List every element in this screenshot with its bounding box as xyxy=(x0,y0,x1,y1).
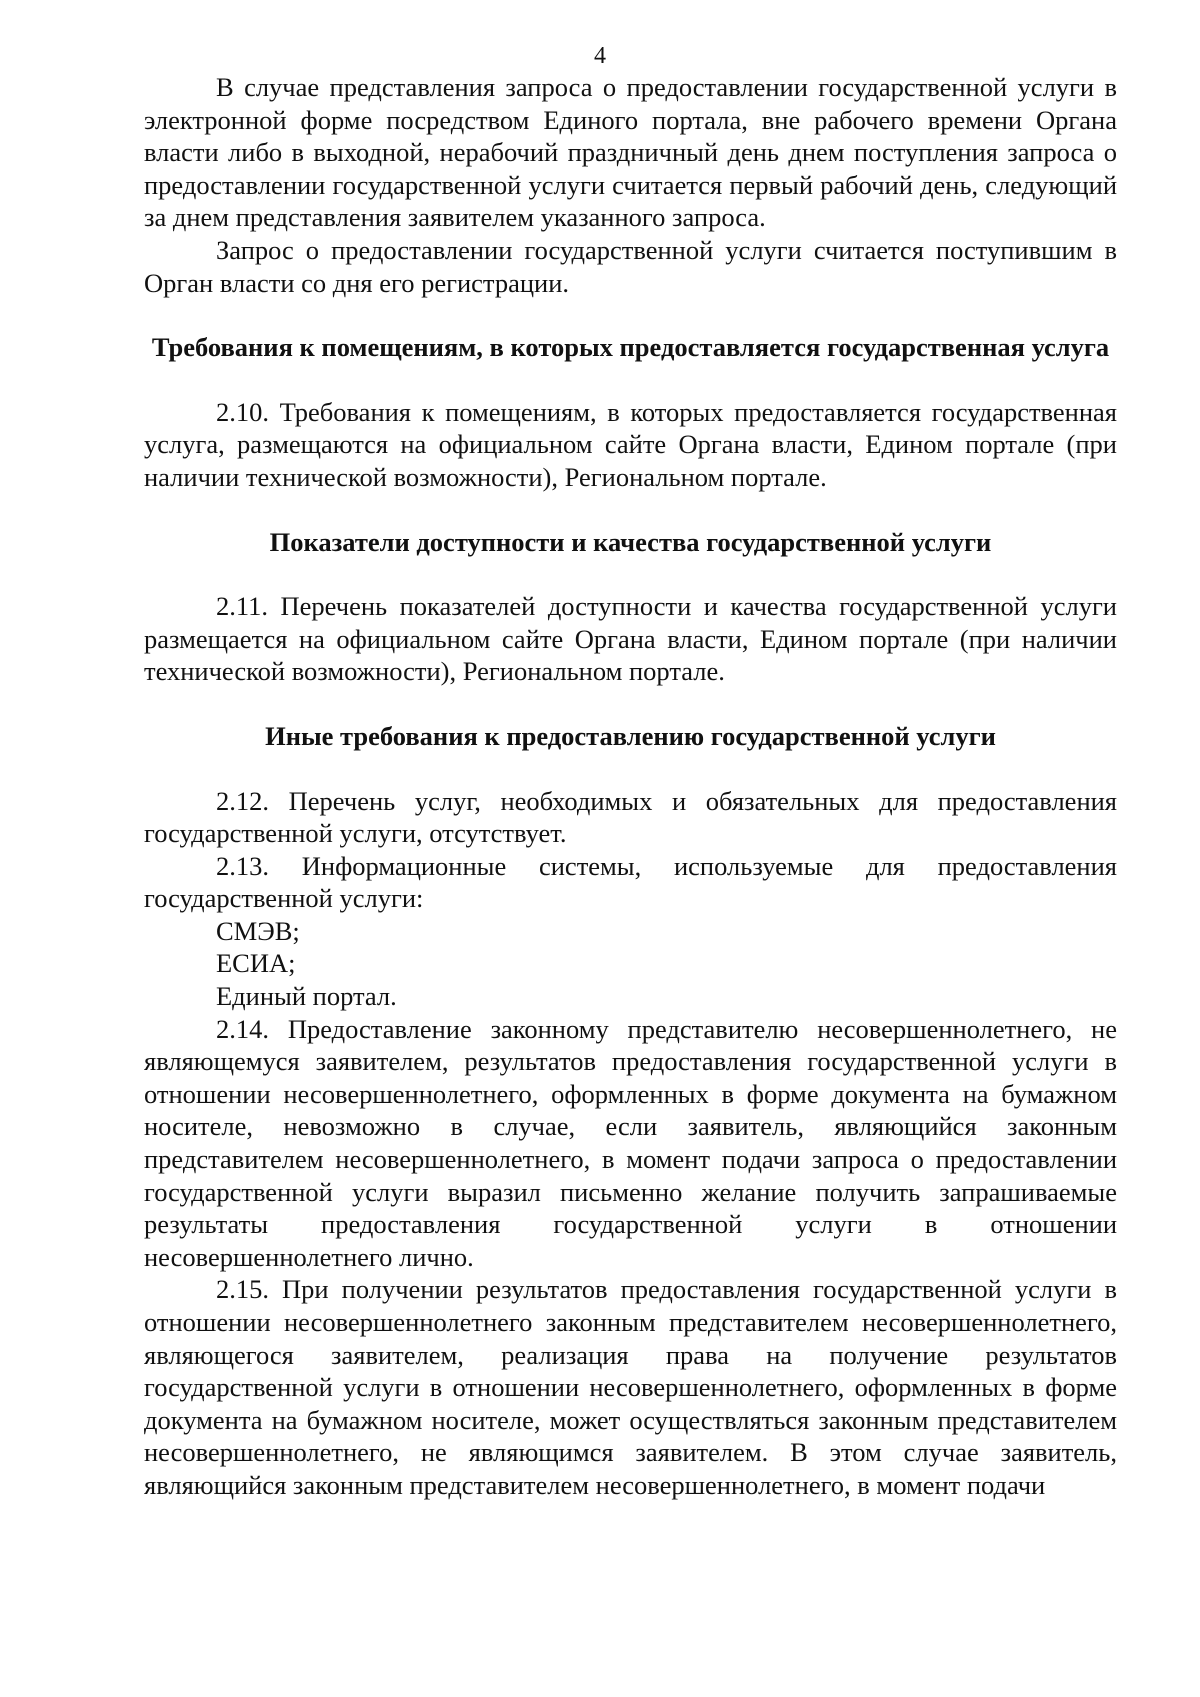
paragraph-2-13: 2.13. Информационные системы, используемые для предоставления государственной услуги: xyxy=(144,850,1117,914)
paragraph-request-registration: Запрос о предоставлении государственной услуги считается поступившим в Орган власти со дня его регистрации. xyxy=(144,234,1117,298)
page-number: 4 xyxy=(594,43,606,69)
list-item-smev: СМЭВ; xyxy=(216,915,300,946)
paragraph-electronic-request: В случае представления запроса о предоставлении государственной услуги в электронной форме посредством Единого портала, вне рабочего времени Органа власти либо в выходной, нерабочий праздничный день днем поступления запроса о предоставлении государственной услуги считается первый рабочий день, следующий за днем представления заявителем указанного запроса. xyxy=(144,72,1117,233)
paragraph-2-11: 2.11. Перечень показателей доступности и качества государственной услуги размещается на официальном сайте Органа власти, Едином портале (при наличии технической возможности), Региональном портале. xyxy=(144,591,1117,687)
paragraph-2-14: 2.14. Предоставление законному представителю несовершеннолетнего, не являющемуся заявителем, результатов предоставления государственной услуги в отношении несовершеннолетнего, оформленных в форме документа на бумажном носителе, невозможно в случае, если заявитель, являющийся законным представителем несовершеннолетнего, в момент подачи запроса о предоставлении государственной услуги выразил письменно желание получить запрашиваемые результаты предоставления государственной услуги в отношении несовершеннолетнего лично. xyxy=(144,1013,1117,1272)
heading-premises-requirements: Требования к помещениям, в которых предоставляется государственная услуга xyxy=(151,332,1110,363)
paragraph-2-15: 2.15. При получении результатов предоставления государственной услуги в отношении несовершеннолетнего законным представителем несовершеннолетнего, являющегося заявителем, реализация права на получение результатов государственной услуги в отношении несовершеннолетнего, оформленных в форме документа на бумажном носителе, может осуществляться законным представителем несовершеннолетнего, не являющимся заявителем. В этом случае заявитель, являющийся законным представителем несовершеннолетнего, в момент подачи xyxy=(144,1274,1117,1500)
heading-other-requirements: Иные требования к предоставлению государственной услуги xyxy=(265,720,996,751)
document-body xyxy=(144,71,1117,1502)
list-item-unified-portal: Единый портал. xyxy=(216,981,397,1012)
paragraph-2-10: 2.10. Требования к помещениям, в которых предоставляется государственная услуга, размещаются на официальном сайте Органа власти, Едином портале (при наличии технической возможности), Региональном портале. xyxy=(144,396,1117,492)
paragraph-2-12: 2.12. Перечень услуг, необходимых и обязательных для предоставления государственной услуги, отсутствует. xyxy=(144,785,1117,849)
list-item-esia: ЕСИА; xyxy=(216,948,296,979)
heading-accessibility-quality: Показатели доступности и качества государственной услуги xyxy=(269,526,992,557)
